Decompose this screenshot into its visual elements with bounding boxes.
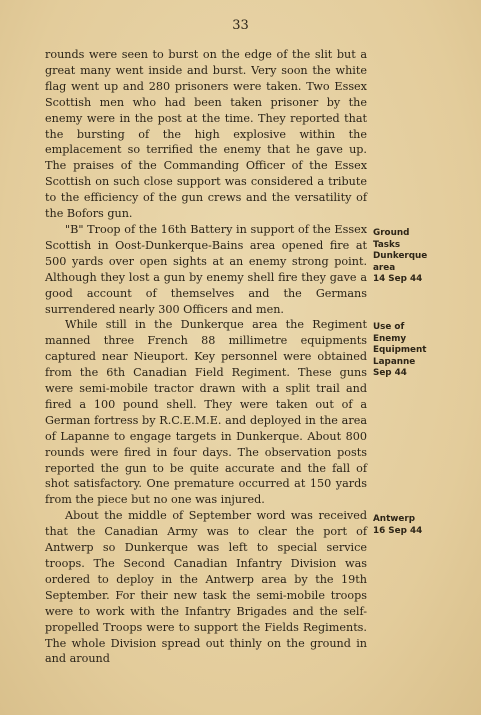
- body-text: [45, 47, 367, 667]
- paragraph: rounds were seen to burst on the edge of the slit but a great many went inside and burst. Very soon the white flag went up and 280 prisoners were taken. Two Essex Scottish men who had been taken prisoner by the enemy were in the post at the time. They reported that the bursting of the high explosive within the emplacement so terrified the enemy that he gave up. The praises of the Commanding Officer of the Essex Scottish on such close support was considered a tribute to the efficiency of the gun crews and the versatility of the Bofors gun.: [45, 48, 367, 221]
- side-note-enemy-equipment: [373, 322, 458, 380]
- side-note-line: Equipment: [373, 345, 427, 355]
- side-note-line: area: [373, 262, 396, 273]
- paragraph: About the middle of September word was received that the Canadian Army was to clear the port of Antwerp so Dunkerque was left to special service troops. The Second Canadian Infantry Division was ordered to deploy in the Antwerp area by the 19th September. For their new task the semi-mobile troops were to work with the Infantry Brigades and the self-propelled Troops were to support the Fields Regiments. The whole Division spread out thinly on the ground in and around: [45, 509, 367, 666]
- side-note-line: Tasks: [373, 239, 401, 250]
- side-note-ground-tasks: [373, 228, 458, 286]
- side-note-line: Sep 44: [373, 368, 407, 378]
- side-note-line: 14 Sep 44: [373, 274, 423, 284]
- side-note-line: Use of: [373, 322, 405, 332]
- side-note-line: Antwerp: [373, 514, 416, 524]
- page-number: 33: [232, 18, 249, 33]
- side-note-line: Enemy: [373, 333, 407, 344]
- paragraph: "B" Troop of the 16th Battery in support of the Essex Scottish in Oost-Dunkerque-Bains area opened fire at 500 yards over open sights at an enemy strong point. Although they lost a gun by enemy shell fire they gave a good account of themselves and the Germans surrendered nearly 300 Officers and men.: [45, 222, 367, 316]
- side-note-line: 16 Sep 44: [373, 525, 423, 536]
- side-note-antwerp: [373, 514, 458, 537]
- side-note-line: Lapanne: [373, 356, 416, 367]
- show-through-texture: [399, 401, 476, 499]
- paragraph: While still in the Dunkerque area the Regiment manned three French 88 millimetre equipments captured near Nieuport. Key personnel were obtained from the 6th Canadian Field Regiment. These guns were semi-mobile tractor drawn with a split trail and fired a 100 pound shell. They were taken out of a German fortress by R.C.E.M.E. and deployed in the area of Lapanne to engage targets in Dunkerque. About 800 rounds were fired in four days. The observation posts reported the gun to be quite accurate and the fall of shot satisfactory. One premature occurred at 150 yards from the piece but no one was injured.: [45, 318, 367, 507]
- side-note-line: Dunkerque: [373, 251, 428, 261]
- side-note-line: Ground: [373, 228, 410, 238]
